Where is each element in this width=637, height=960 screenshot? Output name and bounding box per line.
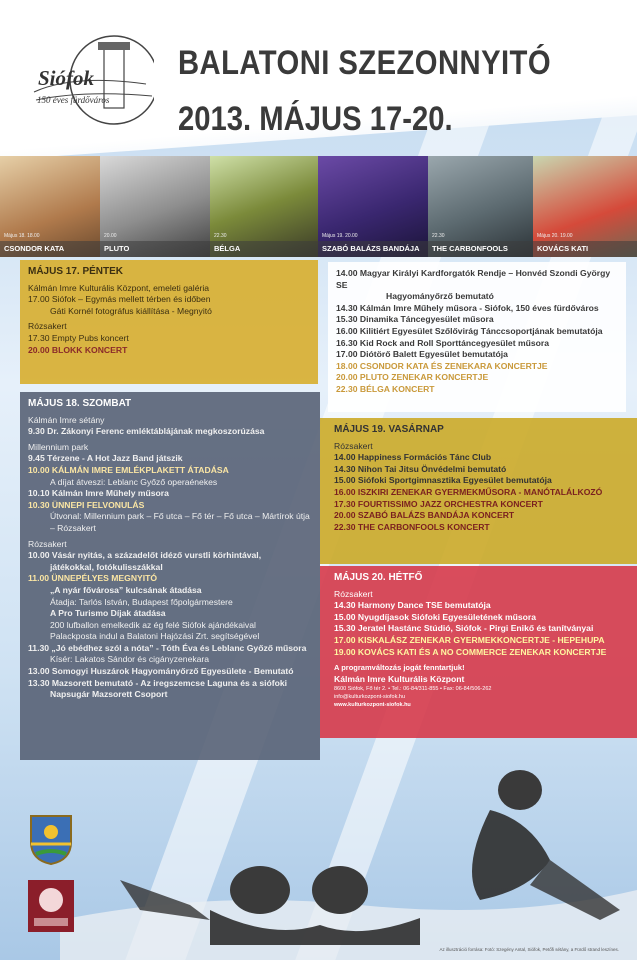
event-item: 14.00 Magyar Királyi Kardforgatók Rendje – Honvéd Szondi György SE <box>336 268 611 290</box>
event-item: 9.30 Dr. Zákonyi Ferenc emléktáblájának megkoszorúzása <box>28 426 265 437</box>
venue: Millennium park <box>28 441 89 452</box>
event-item: 20.00 BLOKK KONCERT <box>28 344 128 355</box>
event-detail: A Pro Turismo Díjak átadása <box>50 608 166 619</box>
performer-photo <box>533 156 637 257</box>
venue: Rózsakert <box>28 321 67 332</box>
performer-date: Május 19. 20.00 <box>322 233 358 239</box>
day-panel-friday <box>20 260 318 384</box>
event-item: 17.00 KISKALÁSZ ZENEKAR GYERMEKKONCERTJE - HEPEHUPA <box>334 634 605 645</box>
event-detail: Átadja: Tarlós István, Budapest főpolgármestere <box>50 596 233 607</box>
venue: Rózsakert <box>334 588 373 599</box>
event-item: 11.00 ÜNNEPÉLYES MEGNYITÓ <box>28 573 158 584</box>
performer-name: PLUTO <box>100 241 210 257</box>
performer-photo-strip <box>0 156 637 257</box>
event-item: 14.00 Happiness Formációs Tánc Club <box>334 452 492 463</box>
performer-name: CSONDOR KATA <box>0 241 100 257</box>
event-item: 15.00 Nyugdíjasok Siófoki Egyesületének műsora <box>334 611 537 622</box>
event-item: 22.30 BÉLGA KONCERT <box>336 383 435 394</box>
day-heading: MÁJUS 20. HÉTFŐ <box>334 572 423 583</box>
event-detail: Napsugár Mazsorett Csoport <box>50 689 168 700</box>
siofok-coat-of-arms-icon <box>28 810 74 866</box>
illustration-credit: Az illusztráció forrása: Fotó: Szegény Antal, Siófok, Petőfi sétány, a Fürdő strand leszínes. <box>439 947 619 952</box>
day-panel-monday <box>320 566 637 738</box>
venue: Kálmán Imre Kulturális Központ, emeleti galéria <box>28 282 210 293</box>
event-item: 10.30 ÜNNEPI FELVONULÁS <box>28 499 145 510</box>
day-heading: MÁJUS 18. SZOMBAT <box>28 398 132 409</box>
day-heading: MÁJUS 19. VASÁRNAP <box>334 424 444 435</box>
performer-photo <box>0 156 100 257</box>
vintage-bathers-illustration <box>60 740 637 960</box>
event-detail: Hagyományőrző bemutató <box>386 291 494 302</box>
event-dates: 2013. MÁJUS 17-20. <box>178 100 453 138</box>
venue: Rózsakert <box>334 440 373 451</box>
day-panel-saturday <box>20 392 320 760</box>
event-title: BALATONI SZEZONNYITÓ <box>178 44 552 82</box>
event-detail: A díjat átveszi: Leblanc Győző operaénekes <box>50 476 218 487</box>
event-detail: Kísér: Lakatos Sándor és cigányzenekara <box>50 654 210 665</box>
event-item: 10.00 Vásár nyitás, a századelőt idéző vurstli körhintával, <box>28 550 262 561</box>
event-item: 17.00 Siófok – Egymás mellett térben és időben <box>28 294 211 305</box>
event-item: 13.30 Mazsorett bemutató - Az iregszemcse Laguna és a siófoki <box>28 677 288 688</box>
performer-photo <box>428 156 533 257</box>
performer-date: Május 20. 19.00 <box>537 233 573 239</box>
event-item: 17.00 Diótörő Balett Egyesület bemutatója <box>336 349 508 360</box>
event-item: 17.30 FOURTISSIMO JAZZ ORCHESTRA KONCERT <box>334 498 543 509</box>
performer-name: KOVÁCS KATI <box>533 241 637 257</box>
logo-tagline: 150 éves fürdőváros <box>37 95 110 105</box>
performer-date: Május 18. 18.00 <box>4 233 40 239</box>
event-item: 14.30 Kálmán Imre Műhely műsora - Siófok, 150 éves fürdőváros <box>336 302 599 313</box>
event-item: 9.45 Térzene - A Hot Jazz Band játszik <box>28 453 183 464</box>
event-item: 16.30 Kid Rock and Roll Sporttáncegyesület műsora <box>336 337 549 348</box>
event-item: 14.30 Harmony Dance TSE bemutatója <box>334 600 491 611</box>
logo-brand: Siófok <box>38 66 95 90</box>
event-detail: 200 lufballon emelkedik az ég felé Siófok ajándékaival <box>50 619 256 630</box>
event-item: 15.30 Jeratel Hastánc Stúdió, Siófok - Pirgi Enikő és tanítványai <box>334 623 594 634</box>
event-detail: Útvonal: Millennium park – Fő utca – Fő tér – Fő utca – Mártírok útja – Rózsakert <box>50 511 310 533</box>
event-item: 15.00 Siófoki Sportgimnasztika Egyesület bemutatója <box>334 475 552 486</box>
day-panel-saturday-continued <box>328 262 626 412</box>
event-item: 22.30 THE CARBONFOOLS KONCERT <box>334 521 490 532</box>
performer-name: THE CARBONFOOLS <box>428 241 533 257</box>
organizer-website-link[interactable]: www.kulturkozpont-siofok.hu <box>334 702 411 709</box>
event-item: 20.00 PLUTO ZENEKAR KONCERTJE <box>336 372 489 383</box>
performer-photo <box>210 156 318 257</box>
event-detail: „A nyár fővárosa” kulcsának átadása <box>50 584 202 595</box>
day-heading: MÁJUS 17. PÉNTEK <box>28 266 124 277</box>
organizer-email[interactable]: info@kulturkozpont-siofok.hu <box>334 694 406 701</box>
performer-photo <box>100 156 210 257</box>
day-panel-sunday <box>320 418 637 564</box>
performer-date: 22.30 <box>432 233 445 239</box>
event-item: 15.30 Dinamika Táncegyesület műsora <box>336 314 494 325</box>
disclaimer: A programváltozás jogát fenntartjuk! <box>334 663 465 673</box>
event-item: 20.00 SZABÓ BALÁZS BANDÁJA KONCERT <box>334 510 515 521</box>
performer-name: SZABÓ BALÁZS BANDÁJA <box>318 241 428 257</box>
event-item: 16.00 Kilitiért Egyesület Szőlővirág Tánccsoportjának bemutatója <box>336 325 603 336</box>
performer-photo <box>318 156 428 257</box>
venue: Rózsakert <box>28 538 67 549</box>
organizer-name: Kálmán Imre Kulturális Központ <box>334 673 465 684</box>
event-item: 16.00 ISZKIRI ZENEKAR GYERMEKMŰSORA - MANÓTALÁLKOZÓ <box>334 486 603 497</box>
performer-name: BÉLGA <box>210 241 318 257</box>
event-item: 14.30 Nihon Tai Jitsu Önvédelmi bemutató <box>334 463 507 474</box>
museum-logo-icon <box>28 880 74 932</box>
event-detail: Gáti Kornél fotográfus kiállítása - Megnyitó <box>50 305 212 316</box>
venue: Kálmán Imre sétány <box>28 414 105 425</box>
event-item: 10.10 Kálmán Imre Műhely műsora <box>28 488 169 499</box>
organizer-address: 8600 Siófok, Fő tér 2. • Tel.: 06-84/311-855 • Fax: 06-84/506-262 <box>334 686 492 693</box>
event-detail: játékokkal, fotókulisszákkal <box>50 561 163 572</box>
event-item: 10.00 KÁLMÁN IMRE EMLÉKPLAKETT ÁTADÁSA <box>28 464 229 475</box>
event-item: 19.00 KOVÁCS KATI ÉS A NO COMMERCE ZENEKAR KONCERTJE <box>334 646 607 657</box>
event-item: 18.00 CSONDOR KATA ÉS ZENEKARA KONCERTJE <box>336 360 548 371</box>
performer-date: 20.00 <box>104 233 117 239</box>
event-detail: Palackposta indul a Balatoni Hajózási Zrt. segítségével <box>50 631 260 642</box>
event-item: 17.30 Empty Pubs koncert <box>28 332 129 343</box>
performer-date: 22.30 <box>214 233 227 239</box>
event-item: 13.00 Somogyi Huszárok Hagyományőrző Egyesülete - Bemutató <box>28 666 294 677</box>
event-item: 11.30 „Jó ebédhez szól a nóta” - Tóth Éva és Leblanc Győző műsora <box>28 642 307 653</box>
